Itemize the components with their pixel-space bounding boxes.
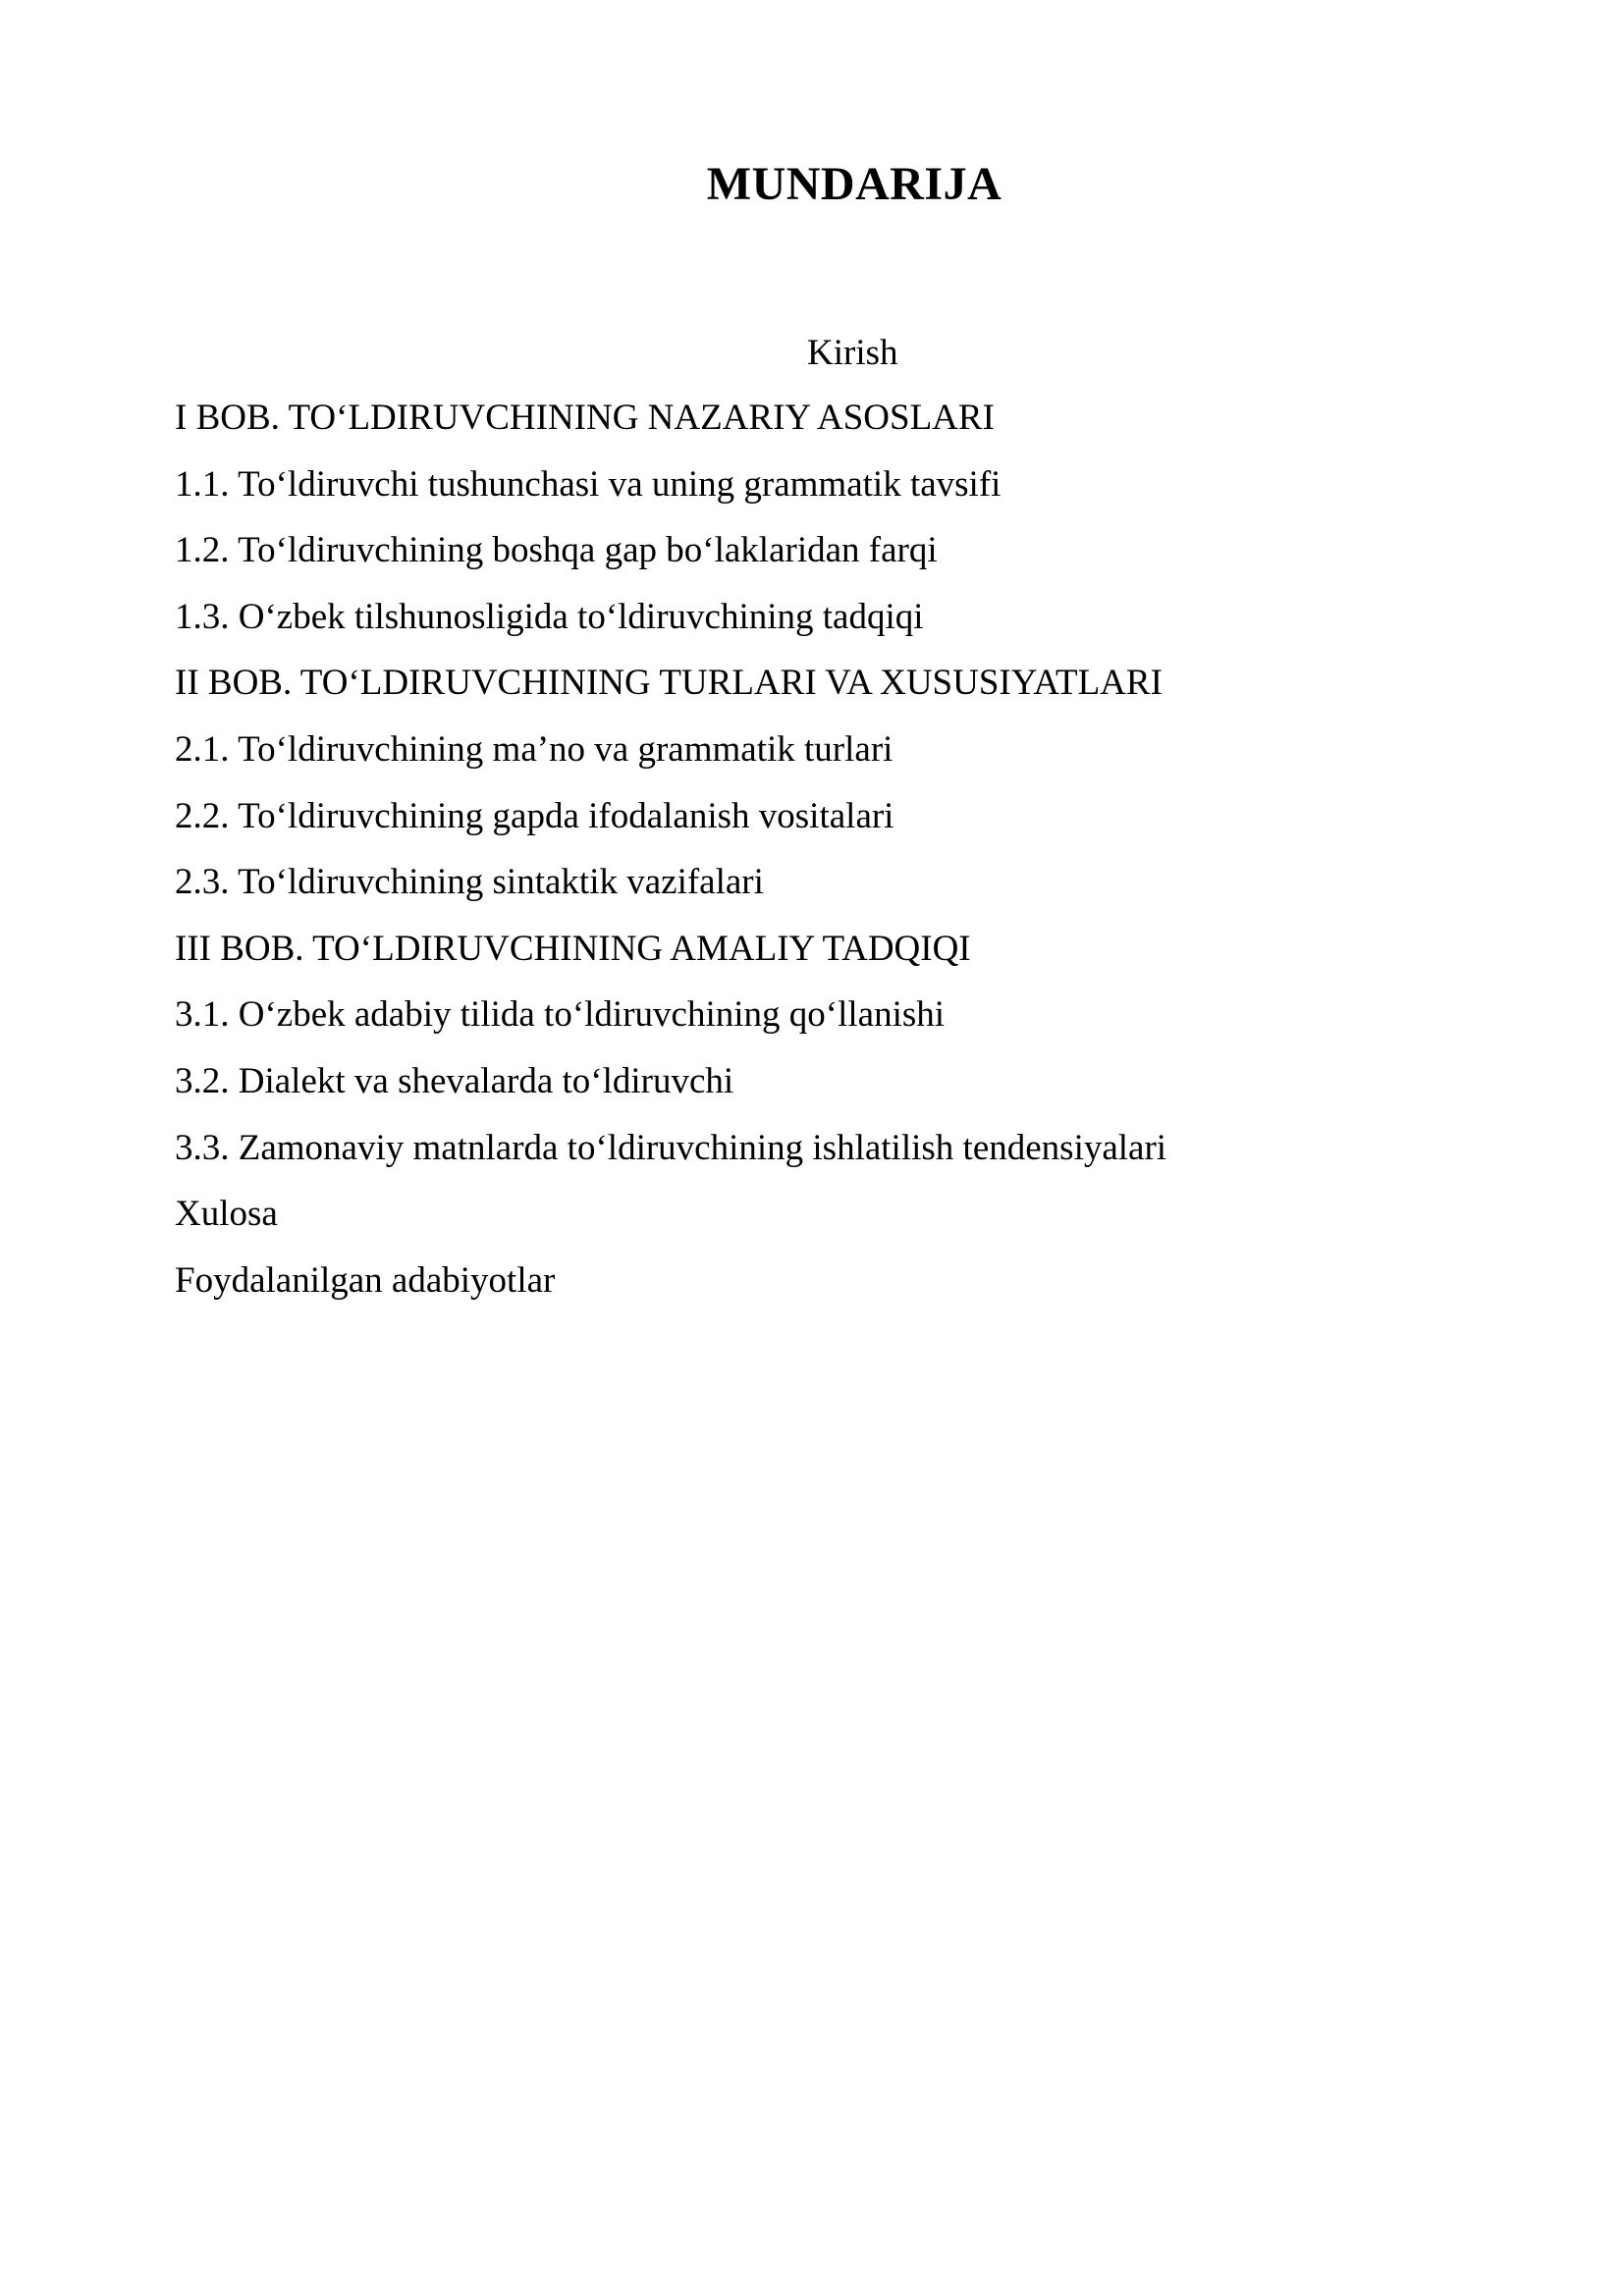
toc-entry-section-2-2: 2.2. To‘ldiruvchining gapda ifodalanish vositalari	[175, 795, 894, 836]
toc-entry-section-2-3: 2.3. To‘ldiruvchining sintaktik vazifalari	[175, 862, 764, 903]
toc-entry-section-3-1: 3.1. O‘zbek adabiy tilida to‘ldiruvchining qo‘llanishi	[175, 994, 946, 1036]
toc-entry-section-3-2: 3.2. Dialekt va shevalarda to‘ldiruvchi	[175, 1060, 734, 1101]
toc-entry-intro: Kirish	[807, 333, 898, 373]
toc-entry-section-1-1: 1.1. To‘ldiruvchi tushunchasi va uning grammatik tavsifi	[175, 463, 1001, 505]
toc-entry-section-3-3: 3.3. Zamonaviy matnlarda to‘ldiruvchining ishlatilish tendensiyalari	[175, 1127, 1167, 1168]
toc-entry-conclusion: Xulosa	[175, 1194, 278, 1235]
toc-entry-section-2-1: 2.1. To‘ldiruvchining ma’no va grammatik turlari	[175, 728, 893, 770]
toc-entry-chapter-3: III BOB. TO‘LDIRUVCHINING AMALIY TADQIQI	[175, 928, 971, 969]
toc-entry-chapter-1: I BOB. TO‘LDIRUVCHINING NAZARIY ASOSLARI	[175, 398, 995, 438]
page-title: MUNDARIJA	[706, 158, 1002, 210]
toc-entry-chapter-2: II BOB. TO‘LDIRUVCHINING TURLARI VA XUSUSIYATLARI	[175, 663, 1163, 704]
table-of-contents	[175, 397, 1166, 1325]
toc-entry-section-1-3: 1.3. O‘zbek tilshunosligida to‘ldiruvchining tadqiqi	[175, 596, 924, 637]
toc-entry-references: Foydalanilgan adabiyotlar	[175, 1259, 556, 1301]
toc-entry-section-1-2: 1.2. To‘ldiruvchining boshqa gap bo‘laklaridan farqi	[175, 530, 938, 571]
